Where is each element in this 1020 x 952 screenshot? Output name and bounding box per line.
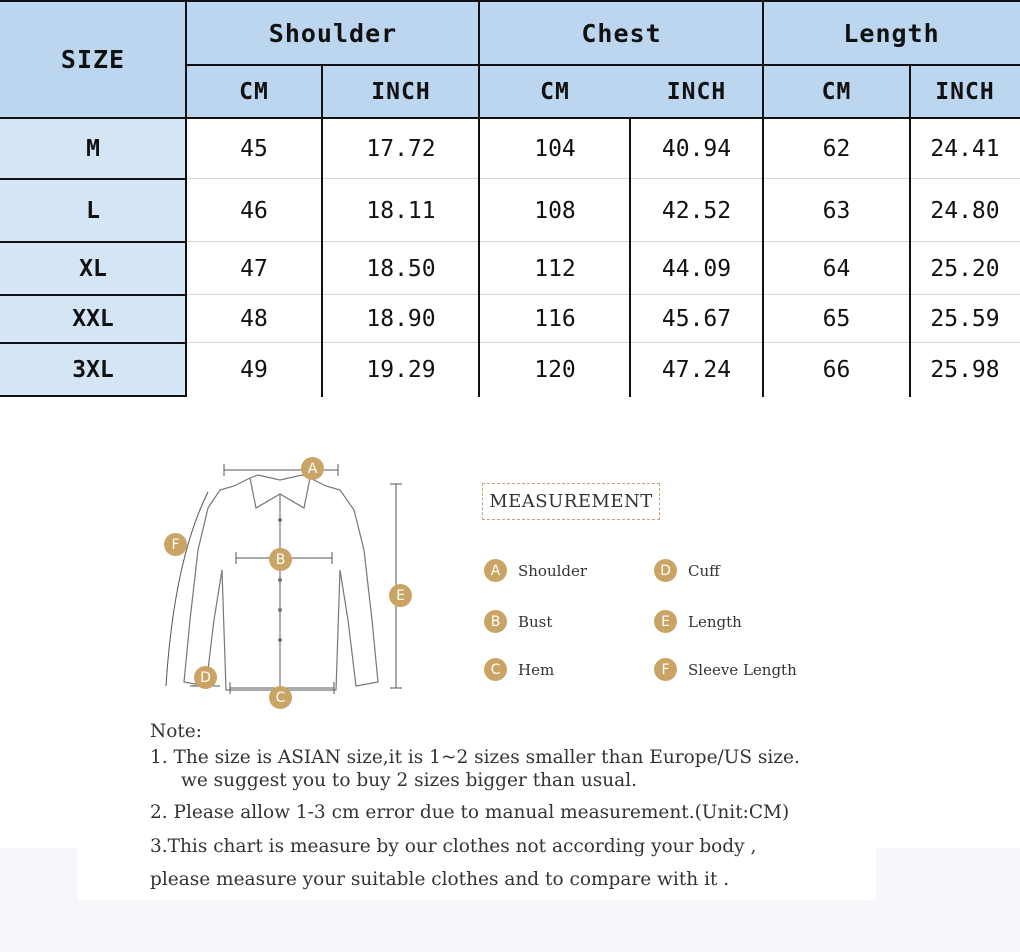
grid-line bbox=[186, 178, 1020, 179]
subheader-length-cm: CM bbox=[763, 66, 910, 118]
group-header-shoulder: Shoulder bbox=[186, 0, 480, 66]
note-line-3b: please measure your suitable clothes and to compare with it . bbox=[150, 869, 730, 890]
subheader-chest-cm: CM bbox=[480, 66, 630, 118]
table-cell: 108 bbox=[480, 179, 630, 242]
table-cell: 66 bbox=[763, 343, 910, 396]
table-cell: 24.80 bbox=[910, 179, 1020, 242]
measurement-title: MEASUREMENT bbox=[482, 483, 660, 520]
table-cell: 47 bbox=[186, 242, 322, 295]
note-heading: Note: bbox=[150, 721, 202, 742]
table-cell: 18.50 bbox=[322, 242, 480, 295]
legend-item-length bbox=[654, 610, 742, 633]
table-cell: 112 bbox=[480, 242, 630, 295]
border-line bbox=[186, 64, 1020, 66]
grid-line bbox=[186, 294, 1020, 295]
marker-d-icon: D bbox=[654, 559, 677, 582]
table-cell: 104 bbox=[480, 118, 630, 179]
border-line bbox=[0, 395, 186, 397]
row-size-l: L bbox=[0, 179, 186, 242]
row-size-xl: XL bbox=[0, 242, 186, 295]
table-cell: 63 bbox=[763, 179, 910, 242]
legend-item-bust bbox=[484, 610, 552, 633]
legend-label: Length bbox=[688, 612, 742, 631]
subheader-shoulder-inch: INCH bbox=[322, 66, 480, 118]
table-cell: 18.11 bbox=[322, 179, 480, 242]
table-cell: 65 bbox=[763, 295, 910, 343]
border-line bbox=[629, 118, 631, 397]
legend-item-hem bbox=[484, 658, 554, 681]
marker-e-icon: E bbox=[389, 584, 412, 607]
marker-e-icon: E bbox=[654, 610, 677, 633]
border-line bbox=[0, 342, 186, 344]
marker-f-icon: F bbox=[164, 533, 187, 556]
legend-item-shoulder bbox=[484, 559, 587, 582]
table-cell: 17.72 bbox=[322, 118, 480, 179]
border-line bbox=[0, 0, 1020, 2]
table-cell: 44.09 bbox=[630, 242, 763, 295]
background-panel bbox=[0, 900, 1020, 952]
table-cell: 24.41 bbox=[910, 118, 1020, 179]
note-line-2: 2. Please allow 1-3 cm error due to manual measurement.(Unit:CM) bbox=[150, 802, 790, 823]
size-chart-table bbox=[0, 0, 1020, 397]
legend-label: Shoulder bbox=[518, 561, 588, 580]
marker-b-icon: B bbox=[269, 548, 292, 571]
border-line bbox=[0, 117, 1020, 119]
row-size-xxl: XXL bbox=[0, 295, 186, 343]
table-cell: 46 bbox=[186, 179, 322, 242]
border-line bbox=[478, 0, 480, 397]
table-cell: 47.24 bbox=[630, 343, 763, 396]
border-line bbox=[762, 0, 764, 397]
size-header: SIZE bbox=[0, 0, 186, 118]
marker-c-icon: C bbox=[484, 658, 507, 681]
marker-f-icon: F bbox=[654, 658, 677, 681]
grid-line bbox=[186, 342, 1020, 343]
grid-line bbox=[186, 241, 1020, 242]
table-cell: 49 bbox=[186, 343, 322, 396]
table-cell: 18.90 bbox=[322, 295, 480, 343]
marker-c-icon: C bbox=[269, 686, 292, 709]
note-line-1b: we suggest you to buy 2 sizes bigger than usual. bbox=[181, 770, 638, 791]
marker-a-icon: A bbox=[484, 559, 507, 582]
table-cell: 62 bbox=[763, 118, 910, 179]
note-line-3: 3.This chart is measure by our clothes not according your body , bbox=[150, 836, 757, 857]
group-header-chest: Chest bbox=[480, 0, 763, 66]
table-cell: 25.59 bbox=[910, 295, 1020, 343]
table-cell: 19.29 bbox=[322, 343, 480, 396]
marker-b-icon: B bbox=[484, 610, 507, 633]
table-cell: 120 bbox=[480, 343, 630, 396]
border-line bbox=[0, 241, 186, 243]
note-line-1: 1. The size is ASIAN size,it is 1~2 sizes smaller than Europe/US size. bbox=[150, 747, 800, 768]
marker-d-icon: D bbox=[194, 666, 217, 689]
subheader-shoulder-cm: CM bbox=[186, 66, 322, 118]
marker-a-icon: A bbox=[301, 457, 324, 480]
border-line bbox=[321, 66, 323, 397]
table-cell: 116 bbox=[480, 295, 630, 343]
table-cell: 45 bbox=[186, 118, 322, 179]
legend-item-sleeve-length bbox=[654, 658, 797, 681]
subheader-length-inch: INCH bbox=[910, 66, 1020, 118]
legend-label: Bust bbox=[518, 612, 553, 631]
group-header-length: Length bbox=[763, 0, 1020, 66]
border-line bbox=[185, 0, 187, 397]
legend-label: Sleeve Length bbox=[688, 660, 797, 679]
subheader-chest-inch: INCH bbox=[630, 66, 763, 118]
shirt-outline bbox=[150, 450, 420, 720]
border-line bbox=[0, 294, 186, 296]
border-line bbox=[0, 178, 186, 180]
legend-label: Cuff bbox=[688, 561, 720, 580]
legend-item-cuff bbox=[654, 559, 720, 582]
table-cell: 45.67 bbox=[630, 295, 763, 343]
table-cell: 25.98 bbox=[910, 343, 1020, 396]
table-cell: 48 bbox=[186, 295, 322, 343]
table-cell: 40.94 bbox=[630, 118, 763, 179]
row-size-m: M bbox=[0, 118, 186, 179]
table-cell: 42.52 bbox=[630, 179, 763, 242]
table-cell: 25.20 bbox=[910, 242, 1020, 295]
legend-label: Hem bbox=[518, 660, 555, 679]
row-size-3xl: 3XL bbox=[0, 343, 186, 396]
shirt-measurement-diagram bbox=[150, 450, 420, 720]
table-cell: 64 bbox=[763, 242, 910, 295]
border-line bbox=[909, 66, 911, 397]
